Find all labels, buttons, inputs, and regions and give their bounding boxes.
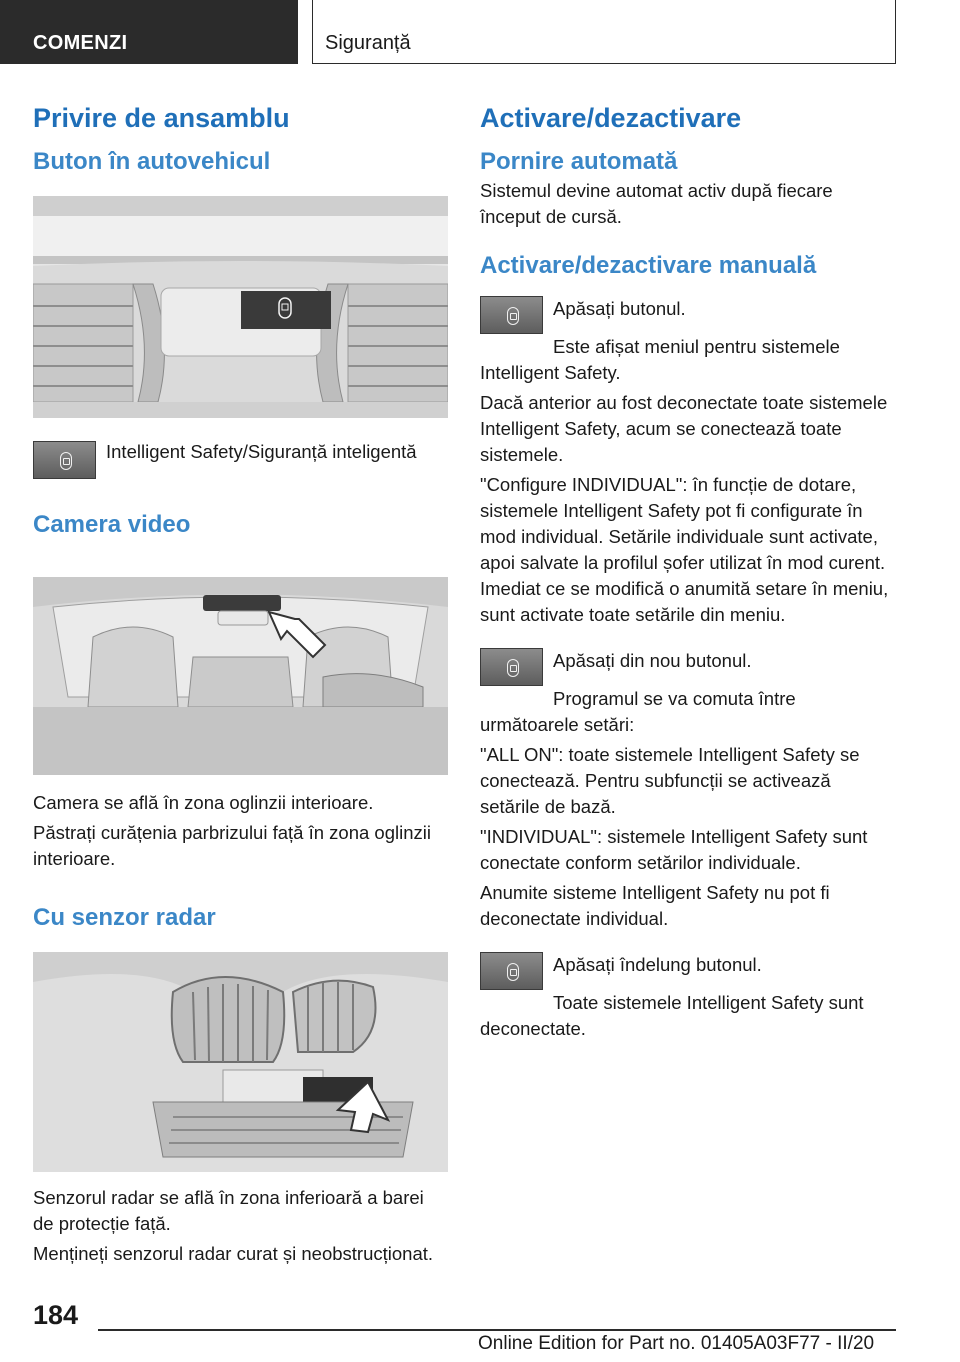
camera-location-text: Camera se află în zona oglinzii interioare. (33, 792, 374, 813)
radar-clean-text: Mențineți senzorul radar curat și neobstrucționat. (33, 1243, 434, 1264)
press-button-text: Apăsați butonul. (553, 298, 686, 319)
some-systems-text: Anumite sisteme Intelligent Safety nu pot fi deconectate individual. (480, 882, 830, 929)
press-again-text: Apăsați din nou butonul. (553, 650, 752, 671)
auto-start-text: Sistemul devine automat activ după fiecare început de cursă. (480, 180, 833, 227)
individual-text: "INDIVIDUAL": sistemele Intelligent Safety sunt conectate conform setărilor individuale. (480, 826, 868, 873)
overview-heading: Privire de ansamblu (33, 103, 290, 133)
intelligent-safety-button-icon (480, 952, 543, 990)
press-step-1 (480, 296, 895, 334)
all-disconnected-text: Toate sistemele Intelligent Safety sunt deconectate. (480, 992, 864, 1039)
intelligent-safety-button-icon (480, 296, 543, 334)
edition-text: Online Edition for Part no. 01405A03F77 - II/20 (478, 1333, 875, 1354)
long-press-text: Apăsați îndelung butonul. (553, 954, 762, 975)
page-number: 184 (33, 1300, 79, 1330)
radar-figure (33, 952, 448, 1172)
camera-figure (33, 577, 448, 775)
all-on-text: "ALL ON": toate sistemele Intelligent Safety se conectează. Pentru subfuncții se activează setările de bază. (480, 744, 860, 817)
button-caption: Intelligent Safety/Siguranță inteligentă (106, 441, 417, 462)
intelligent-safety-button-icon (480, 648, 543, 686)
button-legend (33, 437, 448, 479)
section-title: Siguranță (312, 0, 896, 64)
button-subheading: Buton în autovehicul (33, 148, 271, 175)
manual-subheading: Activare/dezactivare manuală (480, 252, 817, 279)
dashboard-button-figure (33, 196, 448, 418)
activation-heading: Activare/dezactivare (480, 103, 742, 133)
program-switch-text: Programul se va comuta între următoarele setări: (480, 688, 796, 735)
press-step-3 (480, 952, 895, 990)
intelligent-safety-button-icon (33, 441, 96, 479)
menu-displayed-text: Este afișat meniul pentru sistemele Intelligent Safety. (480, 336, 840, 383)
configure-individual-text: "Configure INDIVIDUAL": în funcție de dotare, sistemele Intelligent Safety pot fi configurate în mod individual. Setările individuale sunt activate, apoi salvate la profilul șofer utilizat în mod curent. Imediat ce se modifică o anumită setare în meniu, sunt activate toate setările din meniu. (480, 474, 889, 625)
camera-subheading: Camera video (33, 511, 191, 538)
auto-start-subheading: Pornire automată (480, 148, 678, 175)
press-step-2 (480, 648, 895, 686)
radar-location-text: Senzorul radar se află în zona inferioară a barei de protecție față. (33, 1187, 424, 1234)
right-column (480, 100, 895, 1046)
footer-divider (98, 1329, 896, 1331)
left-column (33, 100, 448, 1271)
camera-clean-text: Păstrați curățenia parbrizului față în zona oglinzii interioare. (33, 822, 431, 869)
chapter-tab: COMENZI (0, 0, 298, 64)
radar-subheading: Cu senzor radar (33, 904, 216, 931)
previously-disconnected-text: Dacă anterior au fost deconectate toate sistemele Intelligent Safety, acum se conectează toate sistemele. (480, 392, 888, 465)
